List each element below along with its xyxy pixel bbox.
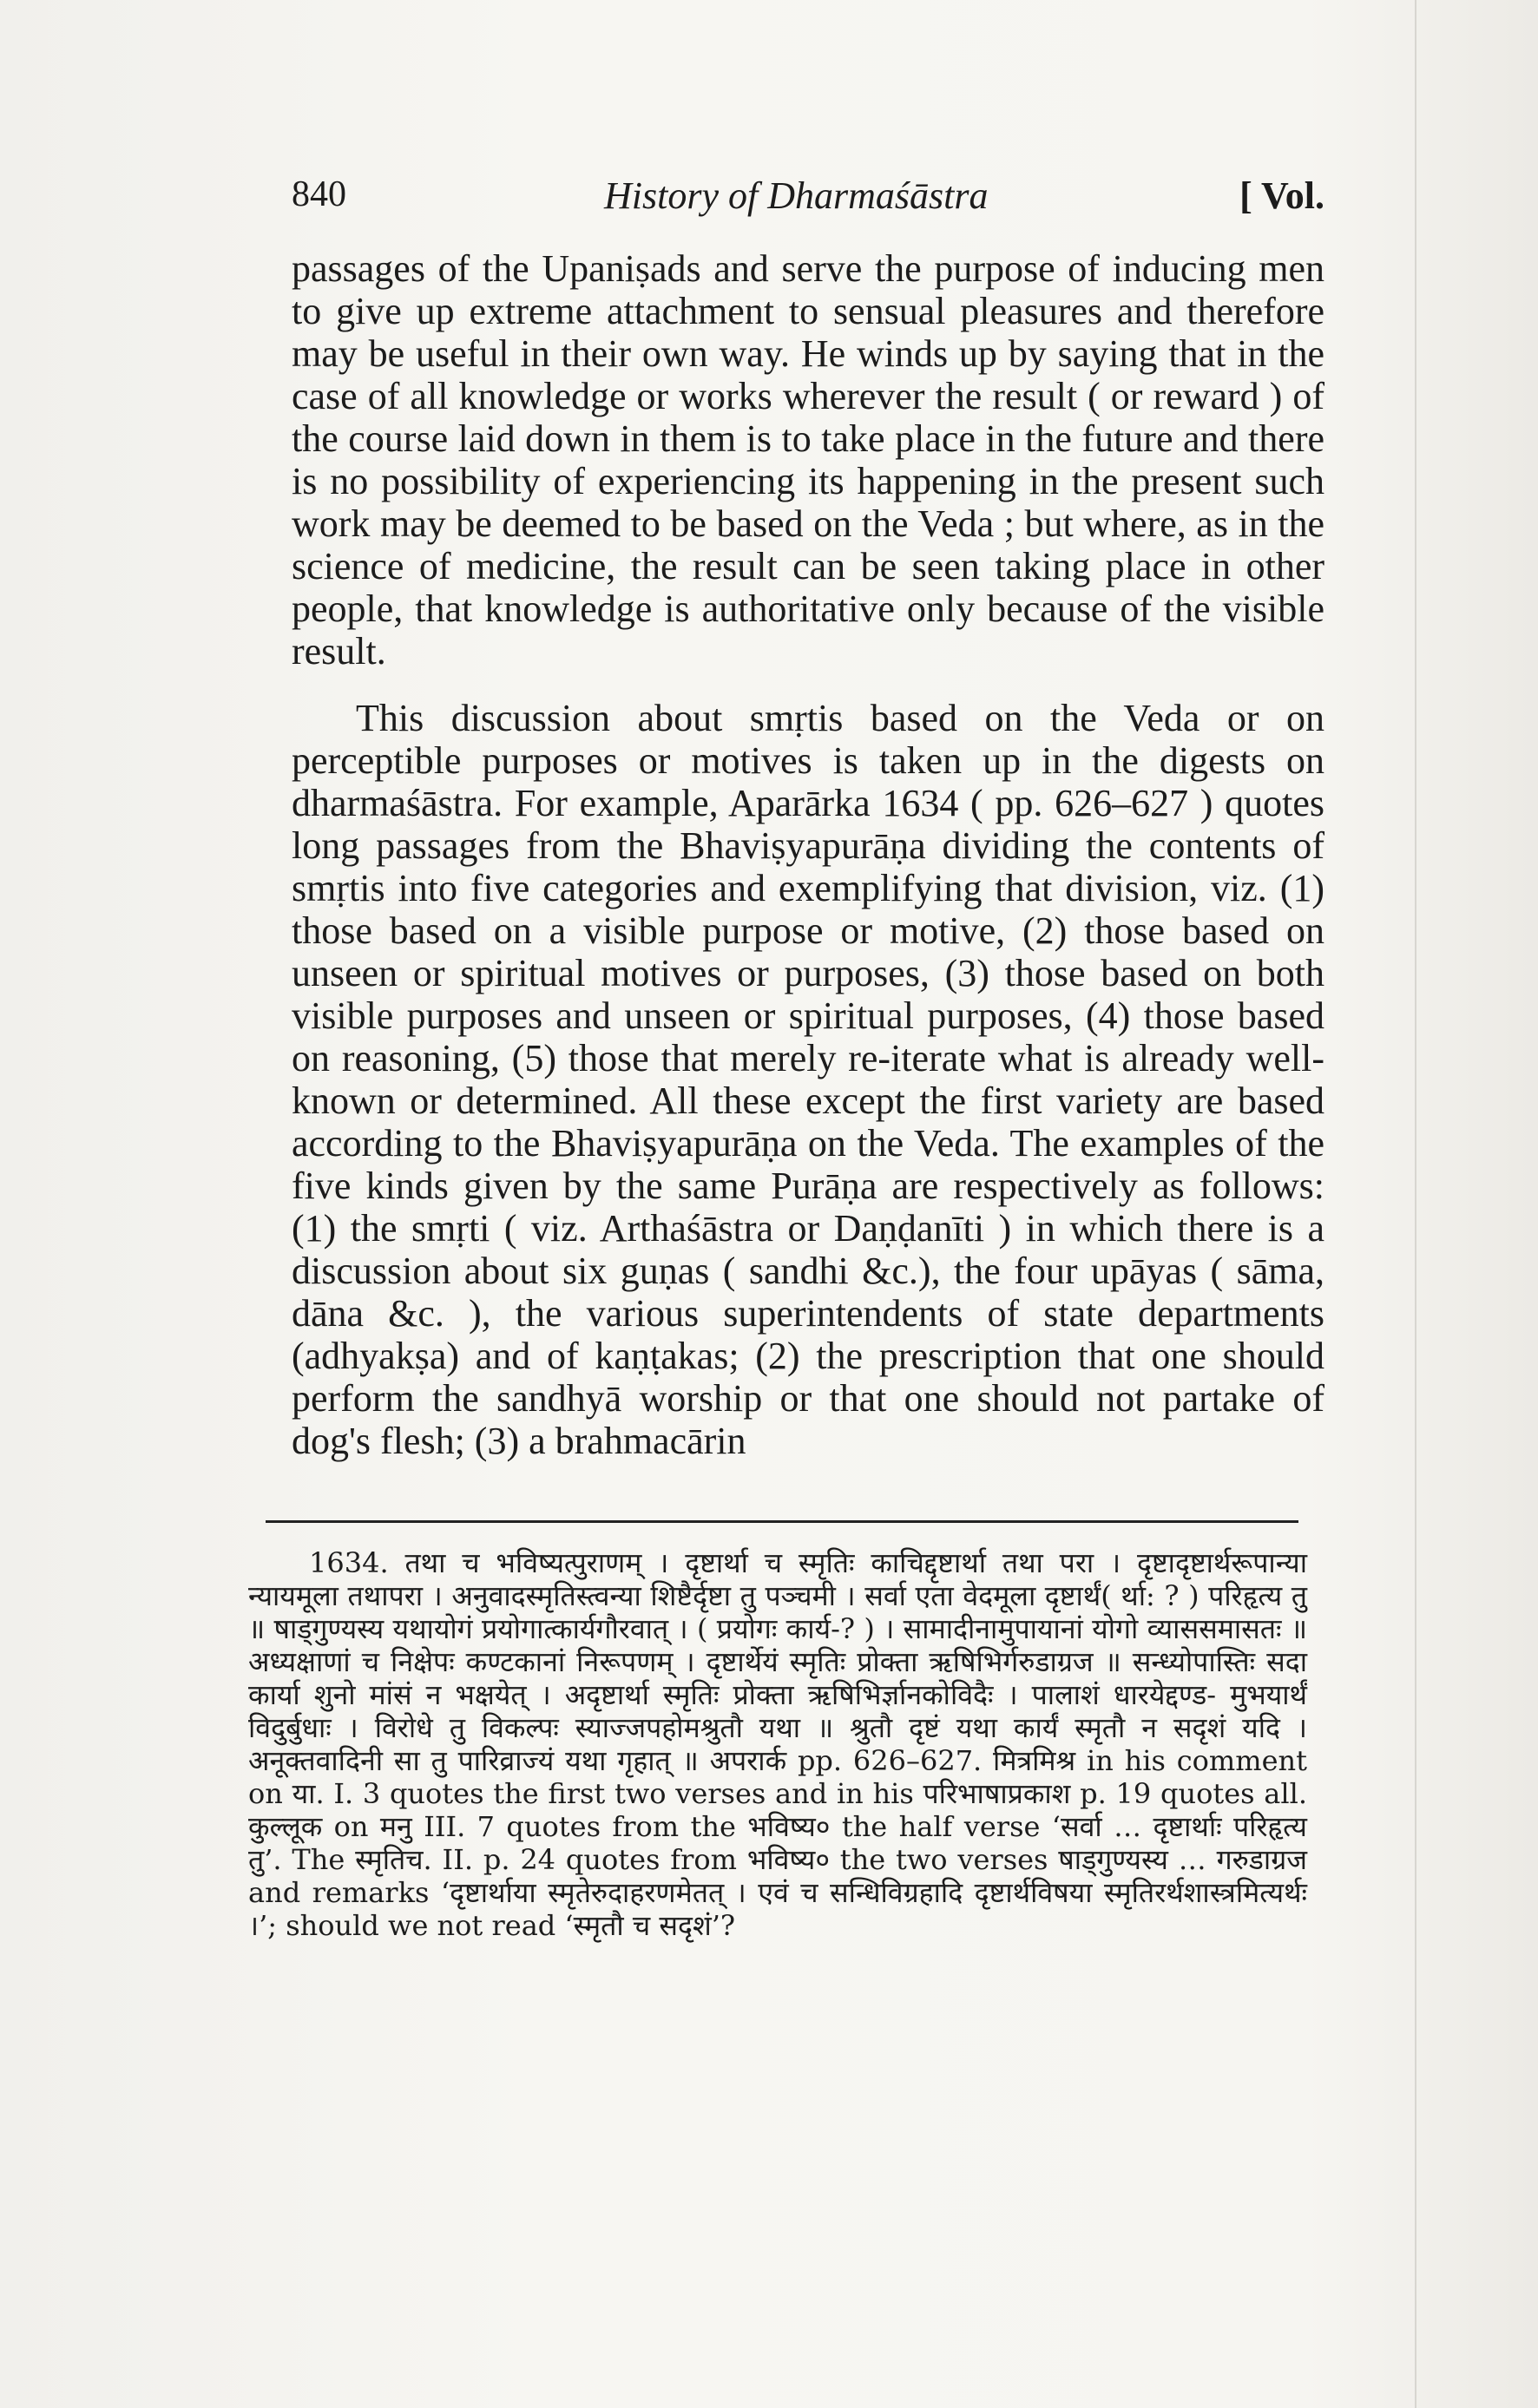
page-edge-line — [1415, 0, 1416, 2408]
footnote-divider — [266, 1520, 1298, 1523]
body-paragraph-1: passages of the Upaniṣads and serve the purpose of inducing men to give up extreme attachment to sensual pleasures and therefore may be useful in their own way. He winds up by saying that in the case of all knowledge or works wherever the result ( or reward ) of the course laid down in them is to take place in the future and there is no possibility of experiencing its happening in the present such work may be deemed to be based on the Veda ; but where, as in the science of medicine, the result can be seen taking place in other people, that knowledge is authoritative only because of the visible result. — [292, 247, 1324, 673]
body-paragraph-2: This discussion about smṛtis based on the Veda or on perceptible purposes or motives is taken up in the digests on dharmaśāstra. For example, Aparārka 1634 ( pp. 626–627 ) quotes long passages from the Bhaviṣyapurāṇa dividing the contents of smṛtis into five categories and exemplifying that division, viz. (1) those based on a visible purpose or motive, (2) those based on unseen or spiritual motives or purposes, (3) those based on both visible purposes and unseen or spiritual purposes, (4) those based on reasoning, (5) those that merely re-iterate what is already well-known or determined. All these except the first variety are based according to the Bhaviṣyapurāṇa on the Veda. The examples of the five kinds given by the same Purāṇa are respectively as follows: (1) the smṛti ( viz. Arthaśāstra or Daṇḍanīti ) in which there is a discussion about six guṇas ( sandhi &c.), the four upāyas ( sāma, dāna &c. ), the various superintendents of state departments (adhyakṣa) and of kaṇṭakas; (2) the prescription that one should perform the sandhyā worship or that one should not partake of dog's flesh; (3) a brahmacārin — [292, 697, 1324, 1462]
footnote — [248, 1546, 1307, 1942]
body-text — [292, 247, 1324, 1462]
page-number: 840 — [292, 174, 346, 214]
volume-label: [ Vol. — [1239, 174, 1324, 217]
page-header — [292, 174, 1324, 226]
running-title: History of Dharmaśāstra — [604, 174, 989, 217]
footnote-1634: 1634. तथा च भविष्यत्पुराणम् । दृष्टार्था च स्मृतिः काचिद्दृष्टार्था तथा परा । दृष्टादृष्टार्थरूपान्या न्यायमूला तथापरा । अनुवादस्मृतिस्त्वन्या शिष्टैर्दृष्टा तु पञ्चमी । सर्वा एता वेदमूला दृष्टार्थं( र्था: ? ) परिहृत्य तु ॥ षाड्गुण्यस्य यथायोगं प्रयोगात्कार्यगौरवात् । ( प्रयोगः कार्य-? ) । सामादीनामुपायानां योगो व्याससमासतः ॥ अध्यक्षाणां च निक्षेपः कण्टकानां निरूपणम् । दृष्टार्थेयं स्मृतिः प्रोक्ता ऋषिभिर्गरुडाग्रज ॥ सन्ध्योपास्तिः सदा कार्या शुनो मांसं न भक्षयेत् । अदृष्टार्था स्मृतिः प्रोक्ता ऋषिभिर्ज्ञानकोविदैः । पालाशं धारयेद्दण्ड- मुभयार्थं विदुर्बुधाः । विरोधे तु विकल्पः स्याज्जपहोमश्रुतौ यथा ॥ श्रुतौ दृष्टं यथा कार्यं स्मृतौ न सदृशं यदि । अनूक्तवादिनी सा तु पारिव्राज्यं यथा गृहात् ॥ अपरार्क pp. 626–627. मित्रमिश्र in his comment on या. I. 3 quotes the first two verses and in his परिभाषाप्रकाश p. 19 quotes all. कुल्लूक on मनु III. 7 quotes from the भविष्य० the half verse ‘सर्वा … दृष्टार्थाः परिहृत्य तु’. The स्मृतिच. II. p. 24 quotes from भविष्य० the two verses षाड्गुण्यस्य … गरुडाग्रज and remarks ‘दृष्टार्थाया स्मृतेरुदाहरणमेतत् । एवं च सन्धिविग्रहादि दृष्टार्थविषया स्मृतिरर्थशास्त्रमित्यर्थः ।’; should we not read ‘स्मृतौ च सदृशं’? — [248, 1546, 1307, 1942]
